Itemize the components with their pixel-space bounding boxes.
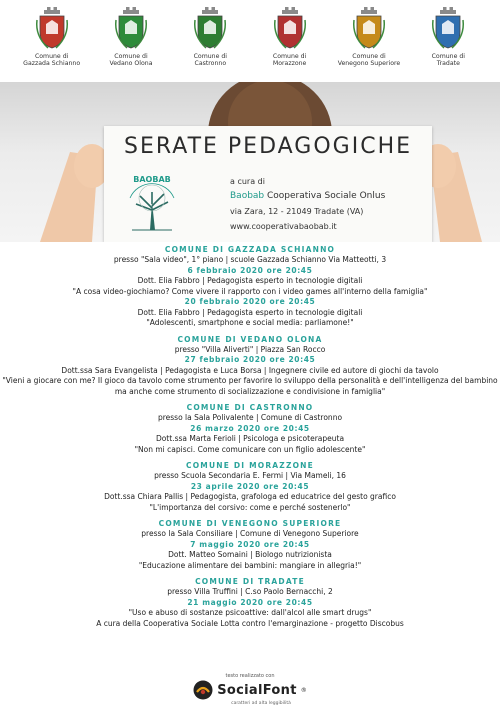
hero-banner [0,82,500,242]
crest-2 [172,6,248,68]
section-location: presso la Sala Polivalente | Comune di Castronno [157,413,343,422]
crest-label: Comune di Morazzone [272,53,307,68]
organizer-info [230,174,385,234]
event-date: 27 febbraio 2020 ore 20:45 [184,355,316,364]
crest-label: Comune di Tradate [431,53,465,68]
organizer-name: Baobab Cooperativa Sociale Onlus [230,191,386,201]
crest-label: Comune di Gazzada Schianno [23,53,81,68]
coat-of-arms-icon [351,6,387,50]
baobab-tree-icon [122,168,182,236]
footer-note: testo realizzato con [225,673,275,679]
event-talk: "Vieni a giocare con me? Il gioco da tavolo come strumento per favorire lo sviluppo della personalità e dell'intelligenza del bambino ma anche come strumento di socializzazione e condivisione in famiglia" [2,376,498,396]
page-title: SERATE PEDAGOGICHE [123,134,413,159]
crest-0 [14,6,90,68]
event-speaker: Dott. Elia Fabbro | Pedagogista esperto in tecnologie digitali [137,276,363,285]
section-location: presso Villa Truffini | C.so Paolo Bernacchi, 2 [167,587,333,596]
event-section [0,402,500,455]
coat-of-arms-icon [34,6,70,50]
crest-label: Comune di Vedano Olona [109,53,153,68]
event-date: 21 maggio 2020 ore 20:45 [187,597,313,607]
event-section [0,460,500,513]
crest-label: Comune di Venegono Superiore [337,53,401,68]
event-section [0,576,500,629]
crest-3 [252,6,328,68]
socialfont-logo-icon [193,680,213,700]
section-title: COMUNE DI VENEGONO SUPERIORE [158,519,342,528]
event-list [0,244,500,634]
baobab-logo [122,168,182,236]
event-date: 26 marzo 2020 ore 20:45 [190,423,310,433]
event-talk: "A cosa video-giochiamo? Come vivere il rapporto con i video games all'interno della famiglia" [72,286,428,296]
event-speaker: "Uso e abuso di sostanze psicoattive: dall'alcol alle smart drugs" [128,608,372,617]
event-talk: "Educazione alimentare dei bambini: mangiare in allegria!" [138,560,362,570]
socialfont-tagline: caratteri ad alta leggibilità [231,701,291,706]
event-talk: A cura della Cooperativa Sociale Lotta contro l'emarginazione - progetto Discobus [96,618,404,628]
cura-label: a cura di [230,177,265,186]
event-section [0,334,500,398]
section-location: presso "Villa Aliverti" | Piazza San Rocco [174,344,326,354]
crest-5 [410,6,486,68]
event-talk: "L'importanza del corsivo: come e perché sostenerlo" [149,502,351,512]
organizer-website[interactable]: www.cooperativabaobab.it [230,222,337,231]
section-title: COMUNE DI MORAZZONE [186,461,314,470]
event-speaker: Dott.ssa Chiara Pallis | Pedagogista, grafologa ed educatrice del gesto grafico [104,492,396,501]
event-speaker: Dott.ssa Sara Evangelista | Pedagogista e Luca Borsa | Ingegnere civile ed autore di giochi da tavolo [61,365,439,375]
municipality-crests [0,0,500,82]
crest-label: Comune di Castronno [193,53,228,68]
section-title: COMUNE DI CASTRONNO [186,403,314,412]
section-title: COMUNE DI TRADATE [195,577,305,586]
coat-of-arms-icon [272,6,308,50]
event-section [0,518,500,571]
event-speaker: Dott. Matteo Somaini | Biologo nutrizionista [168,550,332,559]
svg-text:BAOBAB: BAOBAB [133,175,171,184]
event-date: 20 febbraio 2020 ore 20:45 [184,297,316,306]
footer [0,672,500,706]
section-location: presso la Sala Consiliare | Comune di Venegono Superiore [141,529,359,538]
event-section [0,244,500,329]
section-title: COMUNE DI VEDANO OLONA [177,334,323,344]
crest-4 [331,6,407,68]
coat-of-arms-icon [113,6,149,50]
event-date: 23 aprile 2020 ore 20:45 [190,481,310,491]
event-talk: "Adolescenti, smartphone e social media: parliamone!" [146,318,354,327]
section-location: presso "Sala video", 1° piano | scuole Gazzada Schianno Via Matteotti, 3 [113,255,387,264]
event-date: 6 febbraio 2020 ore 20:45 [187,265,313,275]
title-sheet [104,126,432,242]
event-date: 7 maggio 2020 ore 20:45 [190,539,310,549]
crest-1 [93,6,169,68]
event-talk: "Non mi capisci. Come comunicare con un figlio adolescente" [134,444,366,454]
socialfont-brand: SocialFont ® [193,680,306,700]
event-speaker: Dott. Elia Fabbro | Pedagogista esperto in tecnologie digitali [137,307,363,317]
organizer-address: via Zara, 12 - 21049 Tradate (VA) [230,207,364,216]
section-location: presso Scuola Secondaria E. Fermi | Via Mameli, 16 [154,471,346,480]
socialfont-word: SocialFont [217,682,297,698]
coat-of-arms-icon [192,6,228,50]
coat-of-arms-icon [430,6,466,50]
event-speaker: Dott.ssa Marta Ferioli | Psicologa e psicoterapeuta [155,434,345,443]
section-title: COMUNE DI GAZZADA SCHIANNO [164,245,336,254]
